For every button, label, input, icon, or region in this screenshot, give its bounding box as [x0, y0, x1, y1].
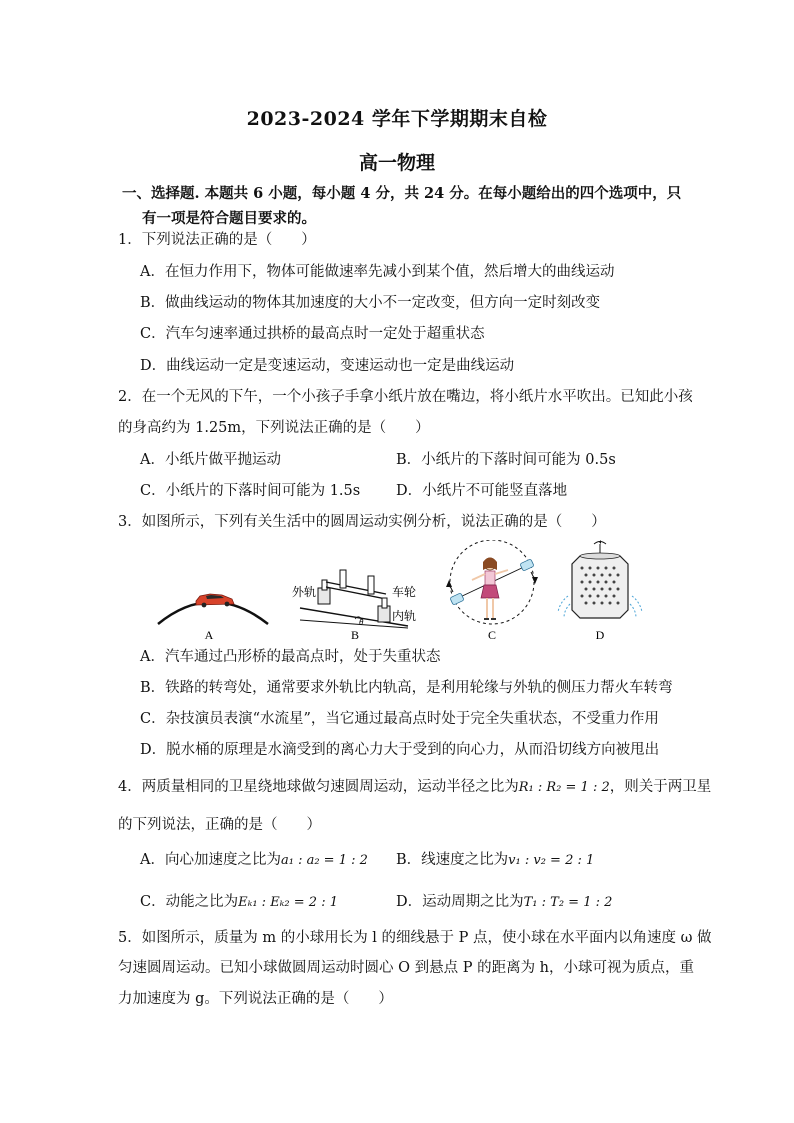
q4-option-d-text: D．运动周期之比为 [396, 894, 524, 910]
q5-line1: 5．如图所示，质量为 m 的小球用长为 l 的细线悬于 P 点，使小球在水平面内以角速度 ω 做 [118, 930, 712, 946]
q5-line3: 力加速度为 g。下列说法正确的是（ ） [118, 991, 393, 1007]
q4-option-b-math: v₁ : v₂ = 2 : 1 [508, 853, 595, 868]
q3-figure [150, 540, 650, 646]
q4-option-b-text: B．线速度之比为 [396, 852, 509, 868]
figure-a-arch-bridge [158, 594, 268, 624]
car-icon [196, 594, 234, 607]
q4-option-c-text: C．动能之比为 [140, 894, 239, 910]
figure-c-water-meteor [446, 540, 538, 624]
q3-option-a: A．汽车通过凸形桥的最高点时，处于失重状态 [140, 649, 441, 665]
figure-label-b: B [350, 628, 360, 642]
q2-option-c: C．小纸片的下落时间可能为 1.5s [140, 483, 361, 499]
q4-stem-text-a: 4．两质量相同的卫星绕地球做匀速圆周运动，运动半径之比为 [118, 779, 519, 795]
q4-option-a [140, 850, 368, 871]
q3-stem: 3．如图所示，下列有关生活中的圆周运动实例分析，说法正确的是（ ） [118, 514, 606, 530]
performer-figure [472, 558, 508, 620]
section-heading [122, 181, 682, 231]
q4-stem-text-b: ，则关于两卫星 [609, 779, 712, 795]
q1-option-a: A．在恒力作用下，物体可能做速率先减小到某个值，然后增大的曲线运动 [140, 264, 615, 280]
q3-option-c: C．杂技演员表演“水流星”，当它通过最高点时处于完全失重状态，不受重力作用 [140, 711, 659, 727]
label-inner-rail: 内轨 [392, 609, 417, 623]
q4-option-a-math: a₁ : a₂ = 1 : 2 [280, 853, 368, 868]
q2-stem-line1: 2．在一个无风的下午，一个小孩子手拿小纸片放在嘴边，将小纸片水平吹出。已知此小孩 [118, 389, 693, 405]
q1-option-d: D．曲线运动一定是变速运动，变速运动也一定是曲线运动 [140, 358, 515, 374]
exam-title: 2023-2024 学年下学期期末自检 [246, 108, 548, 130]
figure-label-a: A [204, 628, 214, 642]
q4-option-d [396, 892, 612, 913]
figure-d-spin-dryer [558, 540, 642, 618]
exam-subject: 高一物理 [358, 152, 435, 174]
q5-line2: 匀速圆周运动。已知小球做圆周运动时圆心 O 到悬点 P 的距离为 h，小球可视为质点，重 [118, 960, 695, 976]
q4-option-d-math: T₁ : T₂ = 1 : 2 [523, 895, 613, 910]
label-outer-rail: 外轨 [292, 585, 317, 599]
q2-option-b: B．小纸片的下落时间可能为 0.5s [396, 452, 616, 468]
q4-stem-line1 [118, 777, 711, 798]
q2-option-a: A．小纸片做平抛运动 [140, 452, 281, 468]
q4-option-b [396, 850, 594, 871]
q1-option-c: C．汽车匀速率通过拱桥的最高点时一定处于超重状态 [140, 326, 485, 342]
section-heading-line2: 有一项是符合题目要求的。 [142, 210, 316, 227]
q4-option-a-text: A．向心加速度之比为 [140, 852, 281, 868]
q1-option-b: B．做曲线运动的物体其加速度的大小不一定改变，但方向一定时刻改变 [140, 295, 601, 311]
q4-option-c-math: Eₖ₁ : Eₖ₂ = 2 : 1 [238, 895, 338, 910]
figure-label-d: D [595, 628, 605, 642]
label-theta: θ [359, 617, 364, 627]
figure-label-c: C [487, 628, 497, 642]
q3-option-d: D．脱水桶的原理是水滴受到的离心力大于受到的向心力，从而沿切线方向被甩出 [140, 742, 660, 758]
q4-option-c [140, 892, 338, 913]
q2-option-d: D．小纸片不可能竖直落地 [396, 483, 568, 499]
section-heading-line1: 一、选择题. 本题共 6 小题，每小题 4 分，共 24 分。在每小题给出的四个选项中，只 [122, 185, 682, 202]
q3-option-b: B．铁路的转弯处，通常要求外轨比内轨高，是利用轮缘与外轨的侧压力帮火车转弯 [140, 680, 673, 696]
q1-stem: 1．下列说法正确的是（ ） [118, 232, 316, 248]
q4-radius-ratio: R₁ : R₂ = 1 : 2 [518, 780, 610, 795]
label-wheel: 车轮 [392, 585, 417, 599]
q2-stem-line2: 的身高约为 1.25m，下列说法正确的是（ ） [118, 420, 430, 436]
q4-stem-line2: 的下列说法，正确的是（ ） [118, 817, 321, 833]
